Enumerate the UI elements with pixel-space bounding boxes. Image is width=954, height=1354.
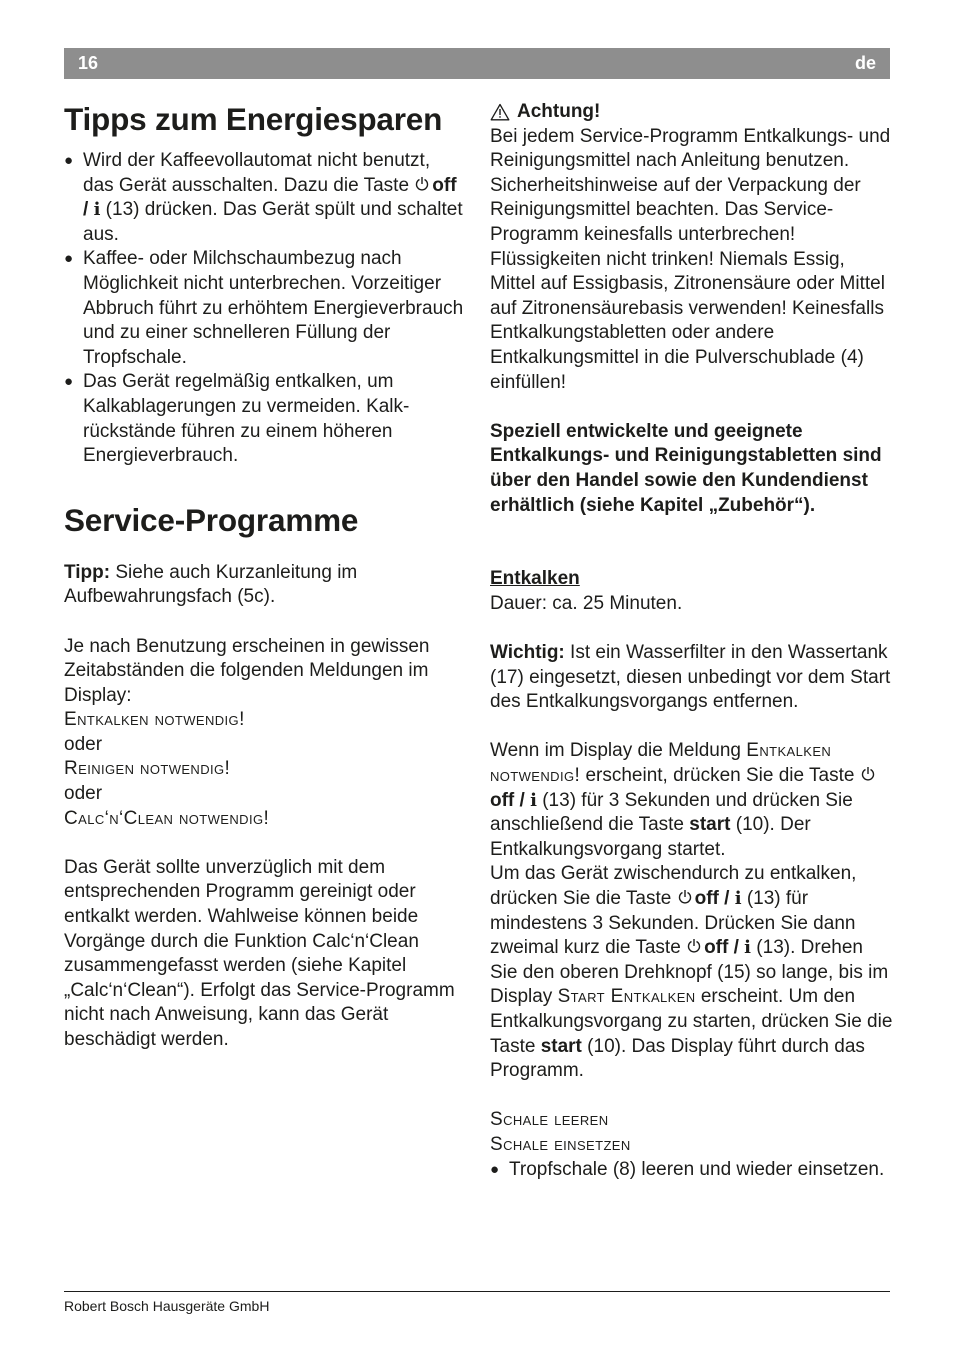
right-column	[490, 100, 894, 1182]
power-drop-icon	[686, 938, 702, 954]
display-message: Calc‘n‘Clean notwendig!	[64, 807, 270, 829]
tip-paragraph	[64, 561, 464, 610]
warning-heading	[490, 100, 894, 125]
display-message: Entkalken notwendig!	[64, 709, 245, 731]
off-key-label: off /	[704, 937, 745, 959]
descale-instructions: Wenn im Display die Meldung Entkalken notwendig! erscheint, drücken Sie die Taste off / i (13) für 3 Sekunden und drücken Sie anschließend die Taste start (10). Der Entkalkungsvorgang startet.	[490, 739, 894, 862]
power-drop-icon	[860, 766, 876, 782]
tray-list	[490, 1158, 894, 1183]
header-bar	[64, 48, 890, 79]
info-icon: i	[93, 199, 101, 221]
info-icon: i	[530, 789, 537, 811]
display-message: Schale leeren	[490, 1109, 609, 1131]
bullet-icon: ●	[64, 152, 74, 169]
off-key-label: off /	[83, 174, 457, 221]
list-item	[64, 370, 464, 468]
bullet-text: Wird der Kaffeevollautomat nicht benutzt, das Gerät ausschalten. Dazu die Taste	[83, 150, 431, 196]
or-text: oder	[64, 783, 103, 805]
section-title-energy: Tipps zum Energiesparen	[64, 101, 443, 137]
warning-label: Achtung!	[517, 101, 601, 122]
important-paragraph	[490, 641, 894, 715]
display-message: Start Entkalken	[557, 986, 696, 1008]
display-message: Schale einsetzen	[490, 1133, 631, 1155]
bullet-icon: ●	[64, 373, 74, 391]
display-message: Entkalken notwendig!	[490, 740, 832, 787]
bullet-text: (13) drücken. Das Gerät spült und schaltet aus.	[83, 199, 463, 245]
language-code: de	[854, 53, 876, 73]
off-key-label: off /	[694, 888, 735, 909]
intro-paragraph: Je nach Benutzung erscheinen in gewissen Zeitabständen die folgenden Meldungen im Display:	[64, 635, 430, 706]
left-column	[64, 100, 464, 1053]
page-number: 16	[78, 53, 99, 73]
bullet-text: Kaffee- oder Milchschaumbezug nach Möglichkeit nicht unterbrechen. Vorzeitiger Abbruch führt zu erhöhtem Energieverbrauch und zu einer schnelleren Füllung der Tropfschale.	[83, 248, 464, 368]
start-key-label: start	[540, 1035, 582, 1057]
bullet-text: Tropfschale (8) leeren und wieder einsetzen.	[509, 1158, 885, 1180]
power-drop-icon	[677, 889, 693, 905]
power-drop-icon	[414, 176, 430, 192]
tip-label: Tipp:	[64, 561, 111, 583]
display-message: Reinigen notwendig!	[64, 758, 231, 780]
tip-text: Siehe auch Kurzanleitung im Aufbewahrungsfach (5c).	[64, 561, 358, 608]
footer-company: Robert Bosch Hausgeräte GmbH	[64, 1298, 270, 1314]
list-item	[64, 247, 464, 370]
list-item	[490, 1158, 894, 1183]
intermediate-descale-instructions: Um das Gerät zwischendurch zu entkalken, drücken Sie die Taste off / i (13) für mindestens 3 Sekunden. Drücken Sie dann zweimal kurz die Taste off / i (13). Drehen Sie den oberen Drehknopf (15) so lange, bis im Display Start Entkalken erscheint. Um den Entkalkungsvorgang zu starten, drücken Sie die Taste start (10). Das Display führt durch das Programm.	[490, 863, 893, 1082]
off-key-label: off /	[490, 789, 531, 811]
footer-divider	[64, 1291, 890, 1292]
list-item	[64, 149, 464, 247]
energy-tips-list	[64, 149, 464, 469]
bullet-text: Das Gerät regelmäßig entkalken, um Kalkablagerungen zu vermeiden. Kalkrückstände führen zu einem höheren Energieverbrauch.	[83, 371, 410, 467]
important-text: Ist ein Wasserfilter in den Wassertank (17) eingesetzt, diesen unbedingt vor dem Start des Entkalkungsvorgangs entfernen.	[490, 642, 891, 713]
descale-heading: Entkalken	[490, 568, 580, 590]
info-icon: i	[744, 937, 752, 959]
start-key-label: start	[689, 814, 731, 836]
closing-paragraph: Das Gerät sollte unverzüglich mit dem entsprechenden Programm gereinigt oder entkalkt werden. Wahlweise können beide Vorgänge durch die Funktion Calc‘n‘Clean zusammengefasst werden (siehe Kapitel „Calc‘n‘Clean“). Erfolgt das Service-Programm nicht nach Anweisung, kann das Gerät beschädigt werden.	[64, 856, 455, 1050]
info-icon: i	[734, 888, 742, 909]
bullet-icon: ●	[490, 1160, 500, 1178]
warning-icon	[490, 103, 510, 121]
warning-text: Bei jedem Service-Programm Entkalkungs- und Reinigungsmittel nach Anleitung benutzen. Sicherheitshinweise auf der Verpackung der Reinigungsmittel beachten. Das Service-Programm keinesfalls unterbrechen! Flüssigkeiten nicht trinken! Niemals Essig, Mittel auf Essigbasis, Zitronensäure oder Mittel auf Zitronensäurebasis verwenden! Keinesfalls Entkalkungstabletten oder andere Entkalkungsmittel in die Pulverschublade (4) einfüllen!	[490, 125, 891, 393]
duration-text: Dauer: ca. 25 Minuten.	[490, 592, 683, 614]
or-text: oder	[64, 733, 103, 755]
section-title-service: Service-Programme	[64, 501, 359, 538]
bullet-icon: ●	[64, 250, 74, 268]
important-label: Wichtig:	[490, 642, 565, 664]
tablets-note: Speziell entwickelte und geeignete Entkalkungs- und Reinigungstabletten sind über den Handel sowie den Kundendienst erhältlich (siehe Kapitel „Zubehör“).	[490, 420, 882, 516]
